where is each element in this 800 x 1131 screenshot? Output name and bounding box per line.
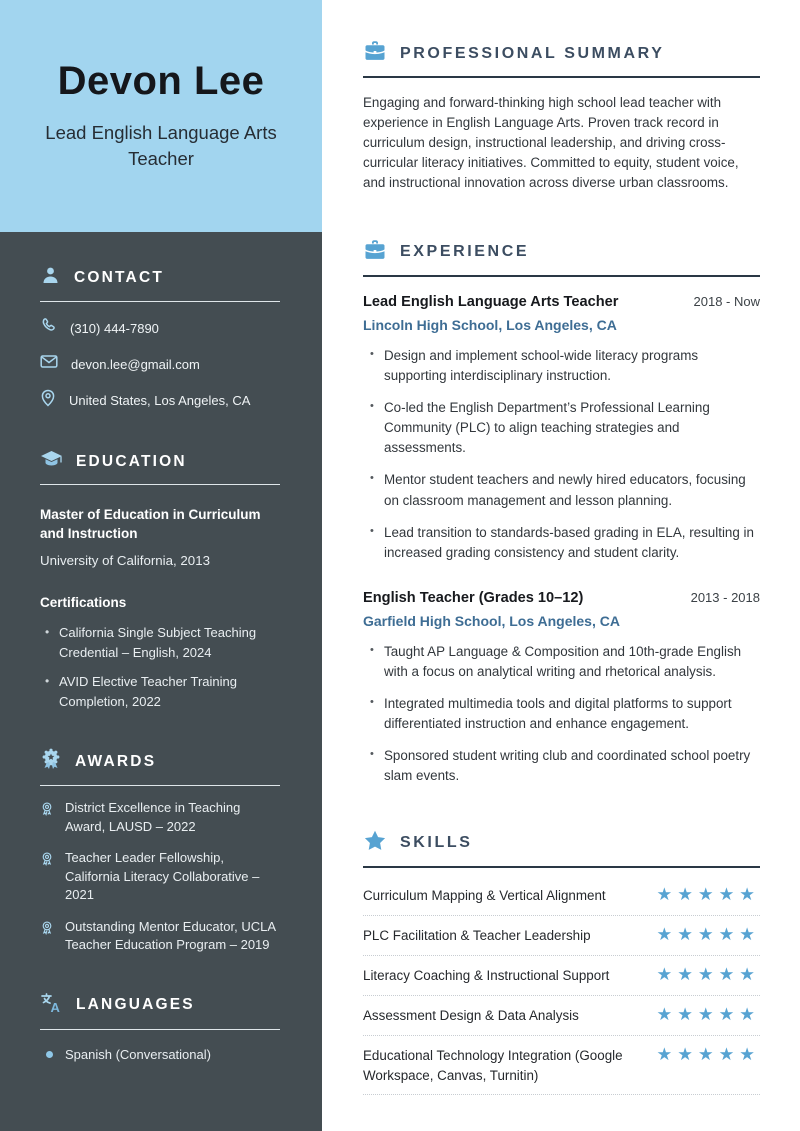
- award-rosette-icon: [40, 851, 54, 866]
- briefcase-icon: [363, 239, 387, 266]
- education-school: University of California, 2013: [40, 552, 210, 568]
- language-item: Spanish (Conversational): [40, 1047, 280, 1062]
- award-item: [40, 918, 280, 955]
- contact-heading-label: CONTACT: [74, 269, 165, 286]
- skill-rating-stars: ★★★★★: [656, 1005, 760, 1026]
- certifications-label: Certifications: [40, 595, 127, 611]
- award-text: District Excellence in Teaching Award, LAUSD – 2022: [65, 800, 241, 834]
- section-languages: [40, 992, 280, 1062]
- job-header: [363, 590, 760, 606]
- job-entry: [363, 590, 760, 787]
- envelope-icon: [40, 354, 58, 374]
- job-bullet: • Sponsored student writing club and coordinated school poetry slam events.: [363, 746, 760, 786]
- main-column: [322, 0, 800, 1131]
- languages-heading: [40, 992, 280, 1019]
- job-dates: 2018 - Now: [693, 293, 760, 309]
- job-bullet: • Taught AP Language & Composition and 10th-grade English with a focus on analytical writing and rhetorical analysis.: [363, 642, 760, 682]
- section-awards: [40, 748, 280, 954]
- experience-rule: [363, 275, 760, 277]
- languages-heading-label: LANGUAGES: [76, 996, 195, 1014]
- location-pin-icon: [40, 389, 56, 412]
- skill-rating-stars: ★★★★★: [656, 1045, 760, 1066]
- skill-label: Assessment Design & Data Analysis: [363, 1008, 579, 1024]
- education-degree: Master of Education in Curriculum and Instruction: [40, 507, 261, 542]
- summary-heading: [363, 40, 760, 67]
- awards-rule: [40, 785, 280, 786]
- certifications-list: [40, 623, 280, 711]
- summary-rule: [363, 76, 760, 78]
- contact-location-row: [40, 389, 280, 412]
- experience-heading: [363, 239, 760, 266]
- job-bullet: • Design and implement school-wide literacy programs supporting interdisciplinary instruction.: [363, 346, 760, 386]
- person-icon: [40, 265, 61, 291]
- person-name: Devon Lee: [57, 58, 265, 103]
- skills-rule: [363, 866, 760, 868]
- certification-item: • AVID Elective Teacher Training Completion, 2022: [40, 672, 280, 711]
- education-heading: [40, 449, 280, 474]
- job-dates: 2013 - 2018: [690, 589, 760, 605]
- skill-rating-stars: ★★★★★: [656, 965, 760, 986]
- summary-text: Engaging and forward-thinking high school lead teacher with experience in English Language Arts. Proven track record in curriculum design, instructional leadership, and driving cross-curricular literacy initiatives. Committed to equity, student voice, and instructional innovation across diverse urban classrooms.: [363, 95, 739, 190]
- briefcase-icon: [363, 40, 387, 67]
- translate-icon: [40, 992, 63, 1019]
- education-rule: [40, 484, 280, 485]
- job-company: Lincoln High School, Los Angeles, CA: [363, 316, 617, 333]
- location-value: United States, Los Angeles, CA: [69, 393, 251, 408]
- skills-list: [363, 876, 760, 1094]
- certification-item: • California Single Subject Teaching Credential – English, 2024: [40, 623, 280, 662]
- contact-email-row: [40, 354, 280, 374]
- awards-heading: [40, 748, 280, 775]
- job-role: English Teacher (Grades 10–12): [363, 589, 584, 606]
- job-company: Garfield High School, Los Angeles, CA: [363, 612, 620, 629]
- languages-rule: [40, 1029, 280, 1030]
- skills-heading: [363, 829, 760, 857]
- section-summary: [363, 40, 760, 193]
- sidebar-body: [0, 232, 322, 1062]
- skill-rating-stars: ★★★★★: [656, 885, 760, 906]
- section-contact: [40, 265, 280, 412]
- education-heading-label: EDUCATION: [76, 452, 187, 470]
- svg-text:A: A: [50, 999, 60, 1014]
- award-item: [40, 849, 280, 904]
- phone-value: (310) 444-7890: [70, 320, 159, 336]
- award-text: Teacher Leader Fellowship, California Literacy Collaborative – 2021: [65, 850, 260, 903]
- skill-label: Educational Technology Integration (Google Workspace, Canvas, Turnitin): [363, 1048, 623, 1083]
- skill-row: [363, 1036, 760, 1094]
- skill-row: [363, 956, 760, 996]
- skill-label: Literacy Coaching & Instructional Support: [363, 968, 610, 984]
- section-skills: [363, 829, 760, 1094]
- email-value: devon.lee@gmail.com: [71, 356, 200, 372]
- graduation-cap-icon: [40, 449, 63, 474]
- skill-row: [363, 916, 760, 956]
- person-title: Lead English Language Arts Teacher: [45, 121, 277, 170]
- section-experience: [363, 239, 760, 787]
- job-entry: [363, 294, 760, 563]
- awards-heading-label: AWARDS: [75, 752, 157, 770]
- contact-heading: [40, 265, 280, 291]
- skill-label: PLC Facilitation & Teacher Leadership: [363, 928, 591, 944]
- skill-rating-stars: ★★★★★: [656, 925, 760, 946]
- job-header: [363, 294, 760, 310]
- contact-rule: [40, 301, 280, 302]
- job-bullet: • Mentor student teachers and newly hired educators, focusing on classroom management and lesson planning.: [363, 470, 760, 510]
- skills-heading-label: SKILLS: [400, 834, 473, 852]
- name-header: [0, 0, 322, 232]
- job-bullets: [363, 642, 760, 787]
- experience-heading-label: EXPERIENCE: [400, 243, 530, 261]
- star-icon: [363, 829, 387, 857]
- sidebar: [0, 0, 322, 1131]
- job-bullet: • Co-led the English Department’s Professional Learning Community (PLC) to align teaching strategies and assessments.: [363, 398, 760, 458]
- phone-icon: [40, 317, 57, 339]
- summary-heading-label: PROFESSIONAL SUMMARY: [400, 44, 665, 62]
- award-rosette-icon: [40, 748, 62, 775]
- skill-label: Curriculum Mapping & Vertical Alignment: [363, 888, 606, 904]
- contact-phone-row: [40, 317, 280, 339]
- job-bullets: [363, 346, 760, 563]
- skill-row: [363, 996, 760, 1036]
- job-bullet: • Lead transition to standards-based grading in ELA, resulting in increased grading consistency and student clarity.: [363, 523, 760, 563]
- award-rosette-icon: [40, 801, 54, 816]
- job-bullet: • Integrated multimedia tools and digital platforms to support differentiated instruction and enhance engagement.: [363, 694, 760, 734]
- award-rosette-icon: [40, 920, 54, 935]
- job-role: Lead English Language Arts Teacher: [363, 293, 619, 310]
- skill-row: [363, 876, 760, 916]
- award-item: [40, 799, 280, 836]
- section-education: [40, 449, 280, 711]
- award-text: Outstanding Mentor Educator, UCLA Teacher Education Program – 2019: [65, 918, 276, 953]
